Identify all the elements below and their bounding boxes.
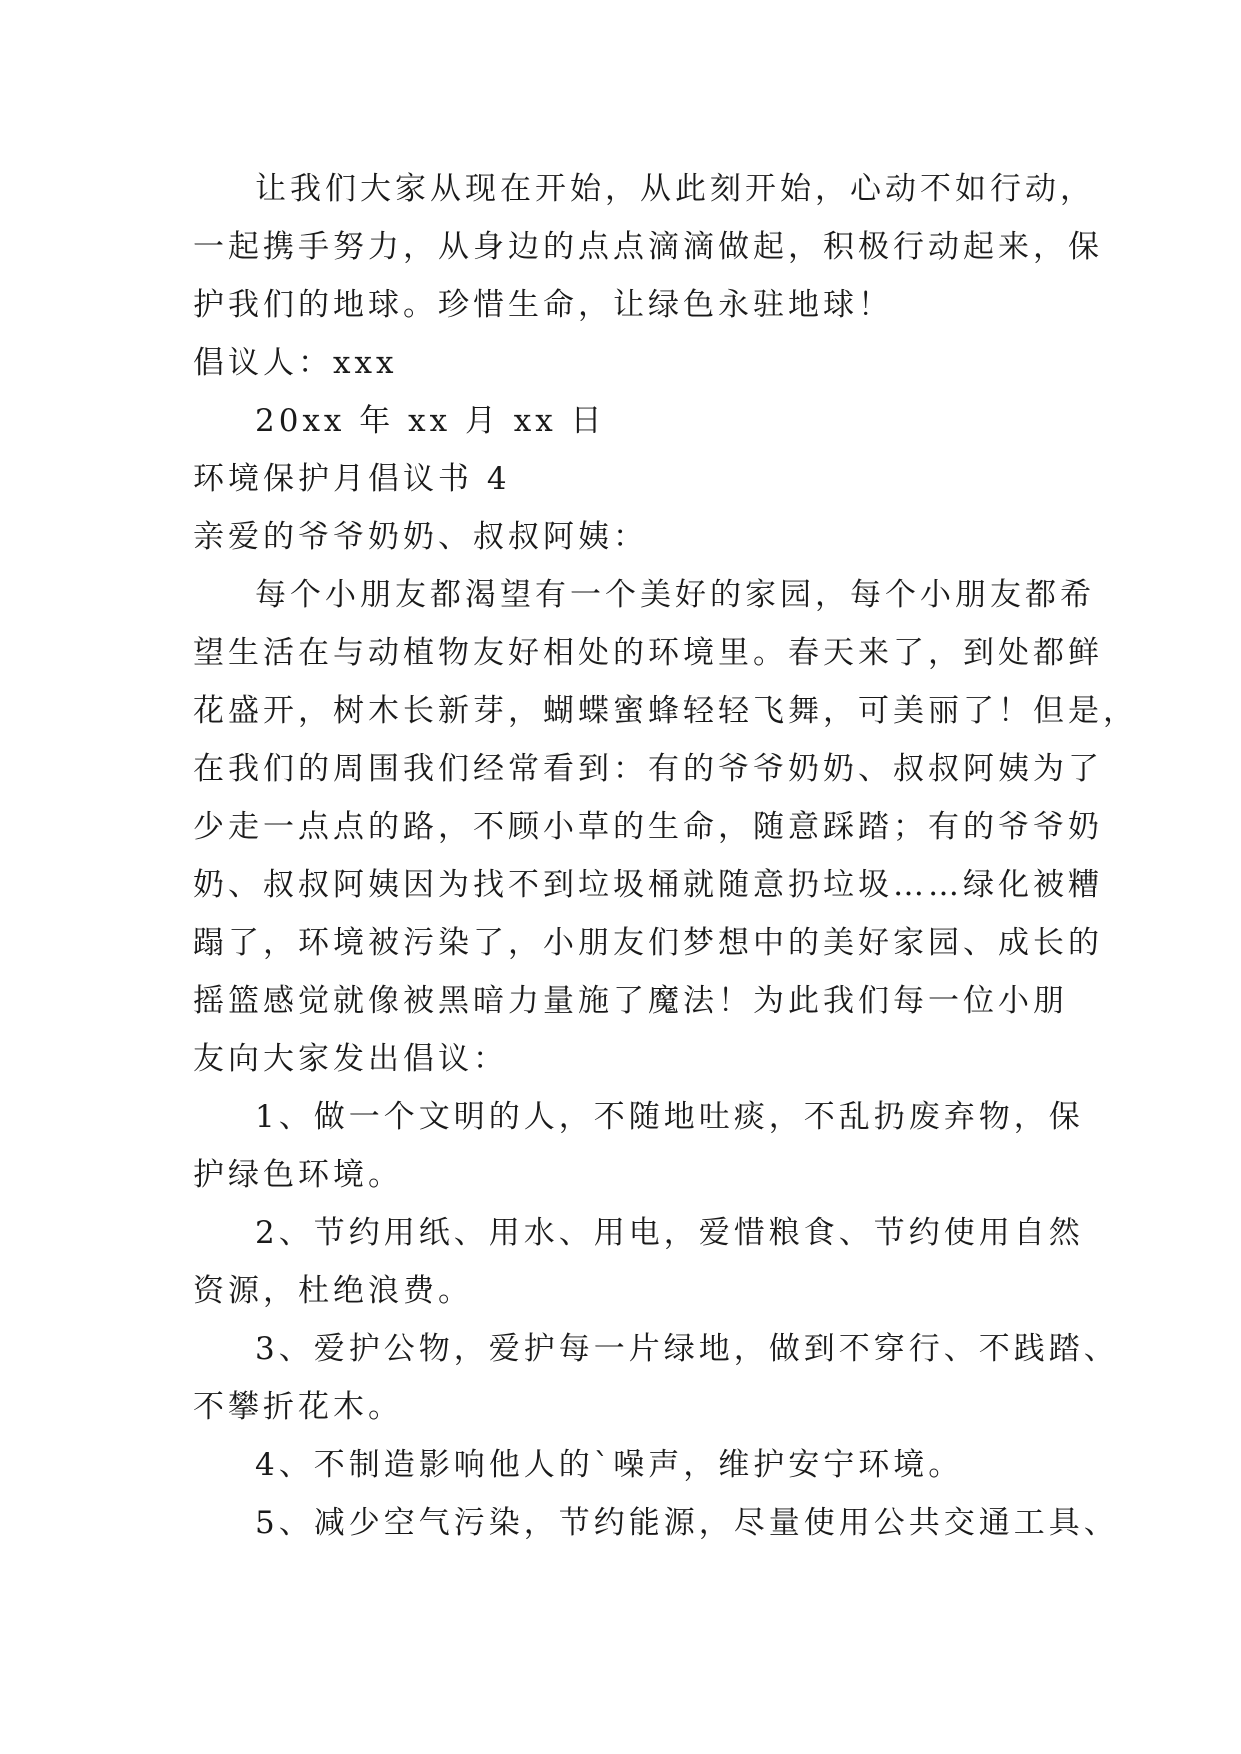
list-item-continuation: 资源，杜绝浪费。 bbox=[193, 1273, 473, 1309]
salutation: 亲爱的爷爷奶奶、叔叔阿姨： bbox=[193, 519, 648, 555]
list-item-continuation: 不攀折花木。 bbox=[193, 1389, 403, 1425]
list-item-continuation: 护绿色环境。 bbox=[193, 1157, 403, 1193]
paragraph-line: 让我们大家从现在开始，从此刻开始，心动不如行动， bbox=[255, 171, 1095, 207]
paragraph-line: 护我们的地球。珍惜生命，让绿色永驻地球！ bbox=[193, 287, 893, 323]
signatory-line: 倡议人：xxx bbox=[193, 345, 398, 381]
paragraph-line: 友向大家发出倡议： bbox=[193, 1041, 508, 1077]
list-item: 4、不制造影响他人的`噪声，维护安宁环境。 bbox=[255, 1447, 964, 1483]
list-item: 5、减少空气污染，节约能源，尽量使用公共交通工具、 bbox=[255, 1505, 1119, 1541]
list-item: 1、做一个文明的人，不随地吐痰，不乱扔废弃物，保 bbox=[255, 1099, 1084, 1135]
date-line: 20xx 年 xx 月 xx 日 bbox=[255, 403, 606, 439]
document-page bbox=[193, 160, 1138, 1552]
paragraph-line: 蹋了，环境被污染了，小朋友们梦想中的美好家园、成长的 bbox=[193, 925, 1103, 961]
paragraph-line: 少走一点点的路，不顾小草的生命，随意踩踏；有的爷爷奶 bbox=[193, 809, 1103, 845]
paragraph-line: 在我们的周围我们经常看到：有的爷爷奶奶、叔叔阿姨为了 bbox=[193, 751, 1103, 787]
list-item: 2、节约用纸、用水、用电，爱惜粮食、节约使用自然 bbox=[255, 1215, 1084, 1251]
paragraph-line: 奶、叔叔阿姨因为找不到垃圾桶就随意扔垃圾……绿化被糟 bbox=[193, 867, 1103, 903]
paragraph-line: 摇篮感觉就像被黑暗力量施了魔法！为此我们每一位小朋 bbox=[193, 983, 1068, 1019]
paragraph-line: 望生活在与动植物友好相处的环境里。春天来了，到处都鲜 bbox=[193, 635, 1103, 671]
paragraph-line: 每个小朋友都渴望有一个美好的家园，每个小朋友都希 bbox=[255, 577, 1095, 613]
list-item: 3、爱护公物，爱护每一片绿地，做到不穿行、不践踏、 bbox=[255, 1331, 1119, 1367]
paragraph-line: 花盛开，树木长新芽，蝴蝶蜜蜂轻轻飞舞，可美丽了！但是， bbox=[193, 693, 1138, 729]
paragraph-line: 一起携手努力，从身边的点点滴滴做起，积极行动起来，保 bbox=[193, 229, 1103, 265]
section-title: 环境保护月倡议书 4 bbox=[193, 461, 511, 497]
